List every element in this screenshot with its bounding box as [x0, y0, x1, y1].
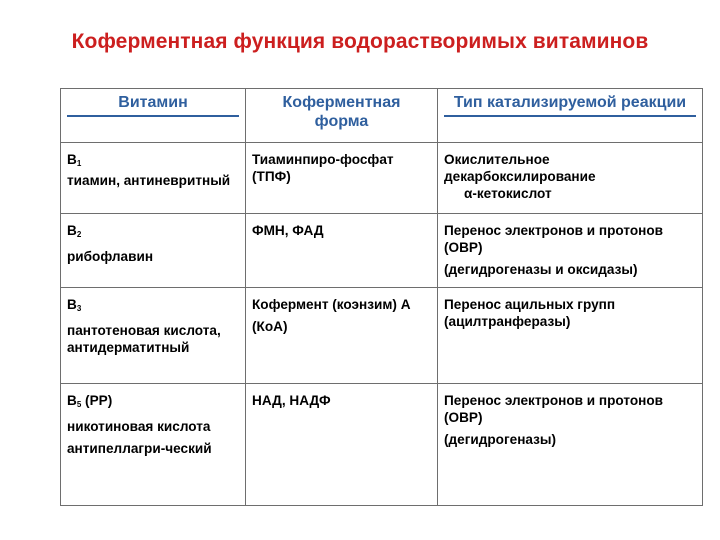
header-reaction-label: Тип катализируемой реакции	[450, 93, 690, 112]
coenzyme-cell	[246, 143, 438, 214]
vitamin-name: рибофлавин	[67, 249, 154, 264]
vitamin-code: $В_5$ (РР)	[67, 393, 113, 409]
coenzyme-text: НАД, НАДФ	[252, 393, 331, 408]
reaction-cell	[438, 384, 703, 506]
header-vitamin-label: Витамин	[114, 93, 191, 112]
reaction-text: Перенос ацильных групп (ацилтранферазы)	[444, 297, 616, 329]
table-row	[61, 214, 703, 288]
vitamin-name: пантотеновая кислота, антидерматитный	[67, 323, 221, 355]
vitamins-table	[60, 88, 703, 506]
header-underline	[67, 115, 239, 117]
vitamin-code: $В_2$	[67, 223, 82, 239]
coenzyme-text: ФМН, ФАД	[252, 223, 324, 238]
vitamin-cell	[61, 143, 246, 214]
table-header-row	[61, 89, 703, 143]
vitamin-code: $В_1$	[67, 152, 82, 168]
reaction-text: Перенос электронов и протонов (ОВР)	[444, 393, 664, 425]
coenzyme-cell	[246, 384, 438, 506]
header-underline	[444, 115, 696, 117]
table-row	[61, 384, 703, 506]
header-coenzyme-label: Коферментная форма	[252, 93, 431, 131]
header-reaction	[438, 89, 703, 143]
coenzyme-text: Тиаминпиро-фосфат (ТПФ)	[252, 152, 394, 184]
vitamin-name: антипеллагри-ческий	[67, 441, 212, 456]
reaction-cell	[438, 143, 703, 214]
header-coenzyme	[246, 89, 438, 143]
coenzyme-cell	[246, 214, 438, 288]
table-row	[61, 143, 703, 214]
vitamin-name: тиамин, антиневритный	[67, 173, 231, 188]
vitamin-cell	[61, 384, 246, 506]
reaction-text: Перенос электронов и протонов (ОВР)	[444, 223, 664, 255]
coenzyme-text: (КоА)	[252, 319, 288, 334]
coenzyme-text: Кофермент (коэнзим) А	[252, 297, 411, 312]
vitamin-name: никотиновая кислота	[67, 419, 211, 434]
vitamin-code: $В_3$	[67, 297, 82, 313]
vitamin-cell	[61, 214, 246, 288]
reaction-cell	[438, 288, 703, 384]
reaction-cell	[438, 214, 703, 288]
vitamin-cell	[61, 288, 246, 384]
table-row	[61, 288, 703, 384]
header-vitamin	[61, 89, 246, 143]
page-title: Коферментная функция водорастворимых витаминов	[71, 30, 649, 53]
reaction-text: α-кетокислот	[464, 186, 552, 201]
coenzyme-cell	[246, 288, 438, 384]
reaction-text: Окислительное декарбоксилирование	[444, 152, 596, 184]
reaction-text: (дегидрогеназы)	[444, 432, 557, 447]
reaction-text: (дегидрогеназы и оксидазы)	[444, 262, 638, 277]
